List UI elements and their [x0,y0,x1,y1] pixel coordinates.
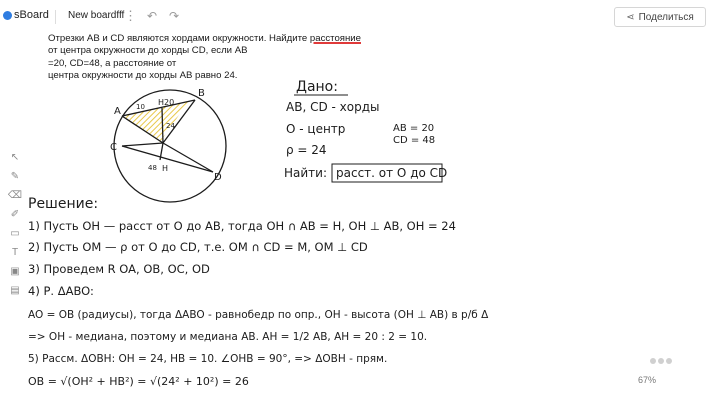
label-h: H [162,164,169,173]
task-highlight: расстояние [309,33,361,44]
solution-block [28,196,489,388]
segment-oc [122,143,163,146]
text-icon[interactable]: T [11,247,19,258]
pen-icon[interactable]: ✎ [10,171,20,182]
board-name[interactable]: New boardfff [68,10,125,21]
label-d: D [214,172,222,183]
given-title: Дано: [296,79,338,95]
solution-line-1: 1) Пусть OH — расст от O до AB, тогда OH ∩ AB = H, OH ⊥ AB, OH = 24 [28,219,456,233]
given-line-4: ρ = 24 [286,143,327,157]
given-line-3b: CD = 48 [393,135,436,146]
cursor-icon[interactable]: ↖ [10,152,20,163]
solution-title: Решение: [28,196,99,212]
label-c: C [110,142,117,153]
segment-od [163,143,213,172]
label-10: 10 [136,103,145,111]
share-icon: ⋖ [626,11,635,23]
solution-line-5: AO = OB (радиусы), тогда ΔABO - равнобедр по опр., OH - высота (OH ⊥ AB) в р/б Δ [28,309,489,321]
zoom-level[interactable]: 67% [638,375,657,385]
eraser-icon[interactable]: ⌫ [7,190,23,201]
given-block [284,79,447,182]
given-line-1: AB, CD - хорды [286,100,380,114]
shape-icon[interactable]: ▭ [10,228,20,239]
task-line-2: от центра окружности до хорды CD, если AB [48,45,248,57]
watermark [650,358,672,364]
label-h20: H20 [158,98,175,107]
label-48: 48 [148,164,157,172]
undo-icon[interactable]: ↶ [146,9,158,23]
redo-icon[interactable]: ↷ [168,9,180,23]
label-b: B [198,88,205,99]
given-line-5b: расст. от O до CD [336,166,448,180]
watermark-dots [650,358,672,364]
given-line-5a: Найти: [284,166,328,180]
solution-line-6: => OH - медиана, поэтому и медиана AB. AH = 1/2 AB, AH = 20 : 2 = 10. [28,331,428,343]
solution-line-8: OB = √(OH² + HB²) = √(24² + 10²) = 26 [28,375,249,388]
given-line-3a: AB = 20 [393,123,435,134]
solution-line-4: 4) Р. ΔABO: [28,284,94,298]
marker-icon[interactable]: ✐ [10,209,20,220]
image-icon[interactable]: ▣ [10,266,20,277]
solution-line-3: 3) Проведем R OA, OB, OC, OD [28,262,210,276]
given-line-2: O - центр [286,122,346,136]
solution-line-2: 2) Пусть OM — ρ от O до CD, т.е. OM ∩ CD = M, OM ⊥ CD [28,240,368,254]
solution-line-7: 5) Рассм. ΔOBH: OH = 24, HB = 10. ∠OHB = 90°, => ΔOBH - прям. [28,353,388,365]
sticky-icon[interactable]: ▤ [10,285,20,296]
task-line-3: =20, CD=48, а расстояние от [48,57,177,69]
task-line-4: центра окружности до хорды AB равно 24. [48,70,238,82]
task-line-1-text: Отрезки AB и CD являются хордами окружности. Найдите [48,33,310,44]
logo-text: sBoard [14,9,49,21]
share-label: Поделиться [638,11,694,23]
label-a: A [114,106,121,117]
menu-icon[interactable]: ⋮ [124,8,137,23]
label-24: 24 [166,122,175,130]
